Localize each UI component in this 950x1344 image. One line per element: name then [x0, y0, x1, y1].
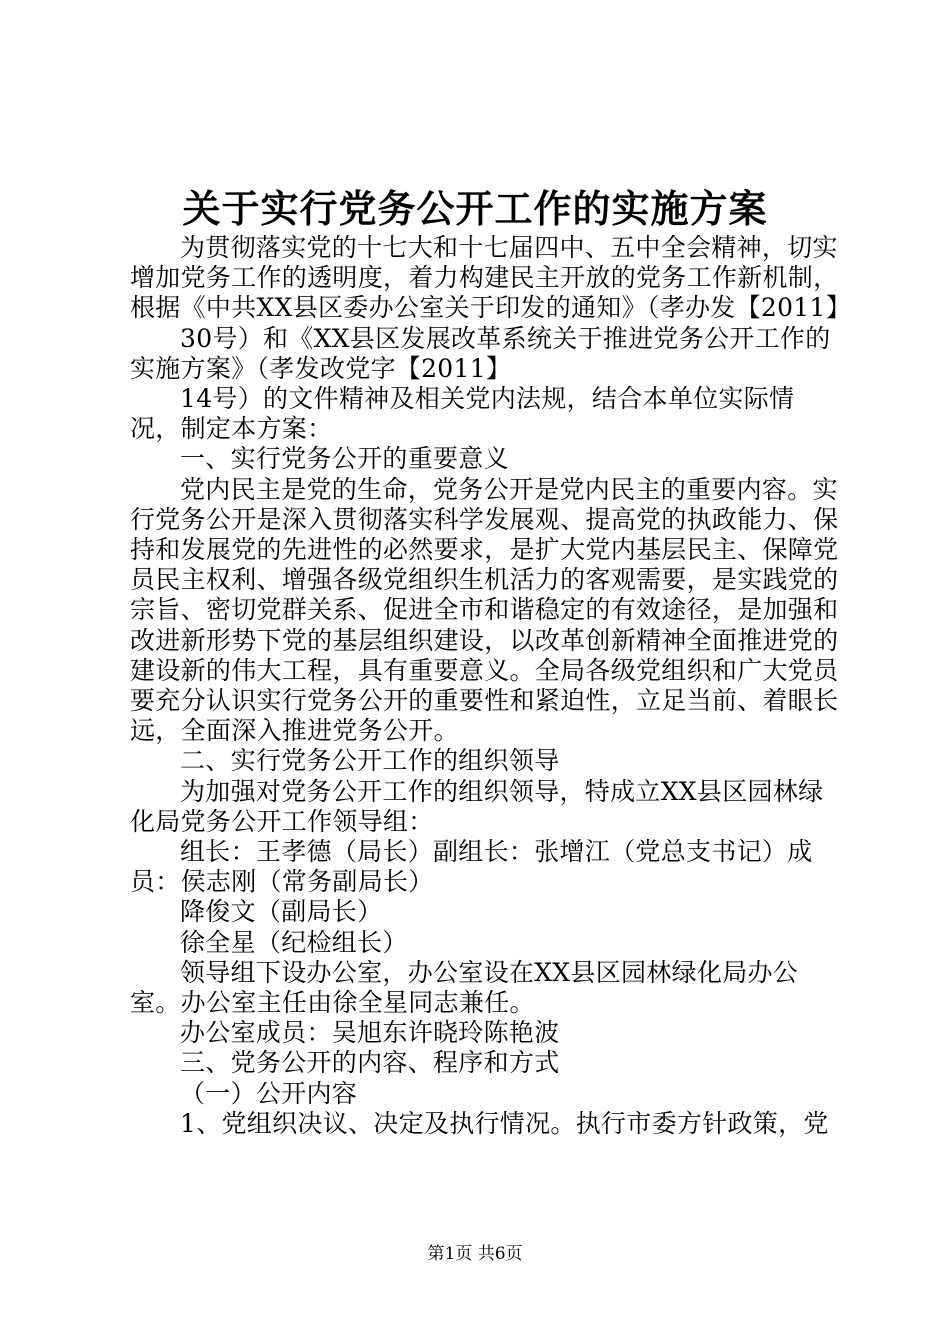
paragraph-office-members: 办公室成员：吴旭东许晓玲陈艳波	[180, 1018, 560, 1048]
paragraph-leadership: 为加强对党务公开工作的组织领导，特成立XX县区园林绿化局党务公开工作领导组：	[130, 776, 824, 836]
page-footer: 第1页 共6页	[427, 1244, 523, 1264]
paragraph-member-jiang: 降俊文（副局长）	[180, 897, 383, 927]
document-title: 关于实行党务公开工作的实施方案	[182, 186, 768, 231]
paragraph-reference: 30号）和《XX县区发展改革系统关于推进党务公开工作的实施方案》（孝发改党字【2011】	[130, 323, 831, 383]
paragraph-significance: 党内民主是党的生命，党务公开是党内民主的重要内容。实行党务公开是深入贯彻落实科学发展观、提高党的执政能力、保持和发展党的先进性的必然要求，是扩大党内基层民主、保障党员民主权利、增强各级党组织生机活力的客观需要，是实践党的宗旨、密切党群关系、促进全市和谐稳定的有效途径，是加强和改进新形势下党的基层组织建设，以改革创新精神全面推进党的建设新的伟大工程，具有重要意义。全局各级党组织和广大党员要充分认识实行党务公开的重要性和紧迫性，立足当前、着眼长远，全面深入推进党务公开。	[130, 474, 839, 746]
subsection-heading-1: （一）公开内容	[180, 1078, 358, 1108]
section-heading-2: 二、实行党务公开工作的组织领导	[180, 746, 560, 776]
paragraph-office: 领导组下设办公室，办公室设在XX县区园林绿化局办公室。办公室主任由徐全星同志兼任。	[130, 957, 799, 1018]
section-heading-3: 三、党务公开的内容、程序和方式	[180, 1048, 560, 1078]
paragraph-item-1: 1、党组织决议、决定及执行情况。执行市委方针政策，党	[180, 1108, 829, 1138]
document-body	[130, 233, 852, 1139]
section-heading-1: 一、实行党务公开的重要意义	[180, 444, 509, 474]
paragraph-basis: 14号）的文件精神及相关党内法规，结合本单位实际情况，制定本方案：	[130, 384, 795, 444]
paragraph-member-xu: 徐全星（纪检组长）	[180, 927, 408, 957]
paragraph-members: 组长：王孝德（局长）副组长：张增江（党总支书记）成员：侯志刚（常务副局长）	[130, 837, 813, 897]
paragraph-intro: 为贯彻落实党的十七大和十七届四中、五中全会精神，切实增加党务工作的透明度，着力构建民主开放的党务工作新机制，根据《中共XX县区委办公室关于印发的通知》（孝办发【2011】	[130, 233, 852, 323]
